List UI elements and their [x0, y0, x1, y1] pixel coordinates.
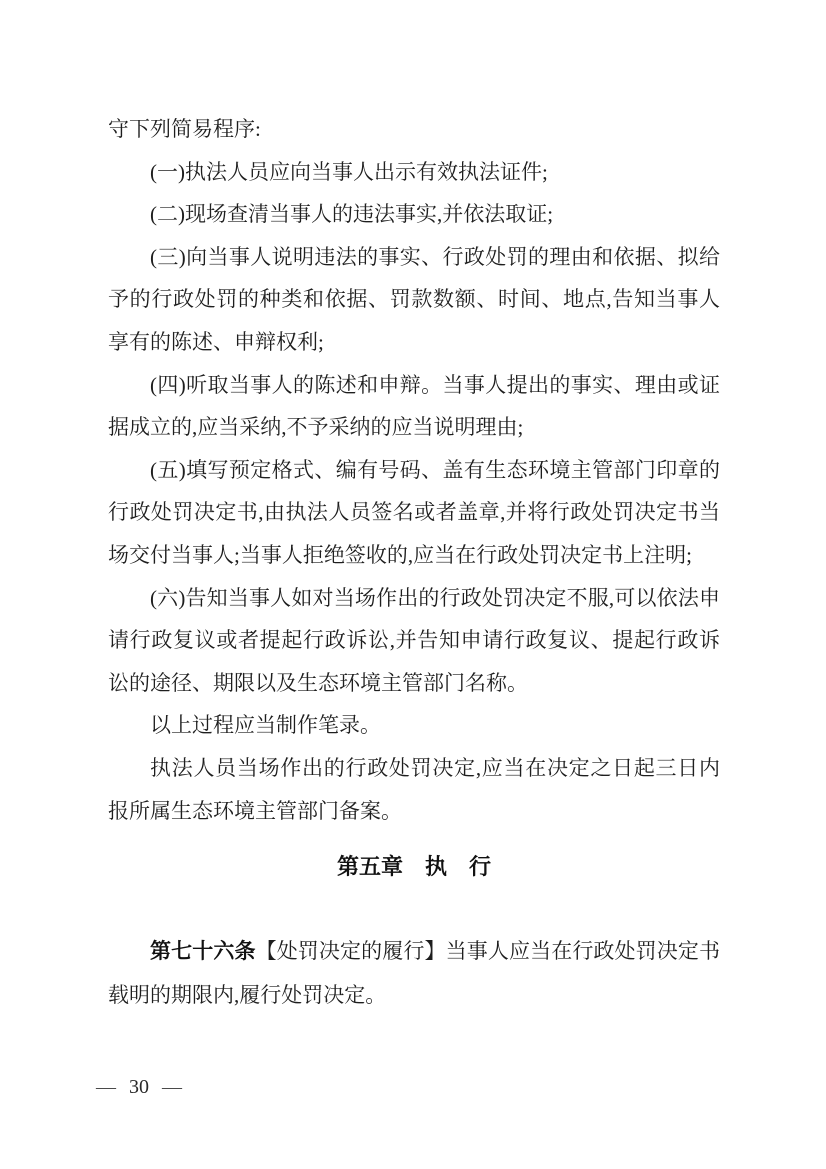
- paragraph-filing: 执法人员当场作出的行政处罚决定,应当在决定之日起三日内报所属生态环境主管部门备案。: [108, 755, 720, 823]
- list-item-4: (四)听取当事人的陈述和申辩。当事人提出的事实、理由或证据成立的,应当采纳,不予采纳的应当说明理由;: [108, 372, 720, 440]
- paragraph-record-note: 以上过程应当制作笔录。: [150, 713, 381, 738]
- page-number: 30: [129, 1076, 149, 1098]
- footer-dash-right: —: [162, 1076, 182, 1098]
- list-item-6: (六)告知当事人如对当场作出的行政处罚决定不服,可以依法申请行政复议或者提起行政诉讼,并告知申请行政复议、提起行政诉讼的途径、期限以及生态环境主管部门名称。: [108, 585, 720, 695]
- article-paragraph: [108, 930, 720, 1016]
- article-body-text: 当事人应当在行政处罚决定书载明的期限内,履行处罚决定。: [108, 939, 721, 1007]
- article-number: 第七十六条: [150, 940, 256, 964]
- list-item-2: (二)现场查清当事人的违法事实,并依法取证;: [150, 202, 554, 227]
- article-title-bracket: 【处罚决定的履行】: [255, 939, 446, 964]
- list-item-5: (五)填写预定格式、编有号码、盖有生态环境主管部门印章的行政处罚决定书,由执法人员签名或者盖章,并将行政处罚决定书当场交付当事人;当事人拒绝签收的,应当在行政处罚决定书上注明;: [108, 457, 720, 567]
- list-item-3: (三)向当事人说明违法的事实、行政处罚的理由和依据、拟给予的行政处罚的种类和依据、罚款数额、时间、地点,告知当事人享有的陈述、申辩权利;: [108, 244, 720, 354]
- document-body: [108, 108, 720, 1016]
- paragraph-intro: 守下列简易程序:: [108, 117, 261, 141]
- page-footer: [96, 1074, 182, 1100]
- list-item-1: (一)执法人员应向当事人出示有效执法证件;: [150, 159, 548, 184]
- footer-dash-left: —: [96, 1076, 116, 1098]
- chapter-heading: 第五章 执 行: [336, 854, 491, 880]
